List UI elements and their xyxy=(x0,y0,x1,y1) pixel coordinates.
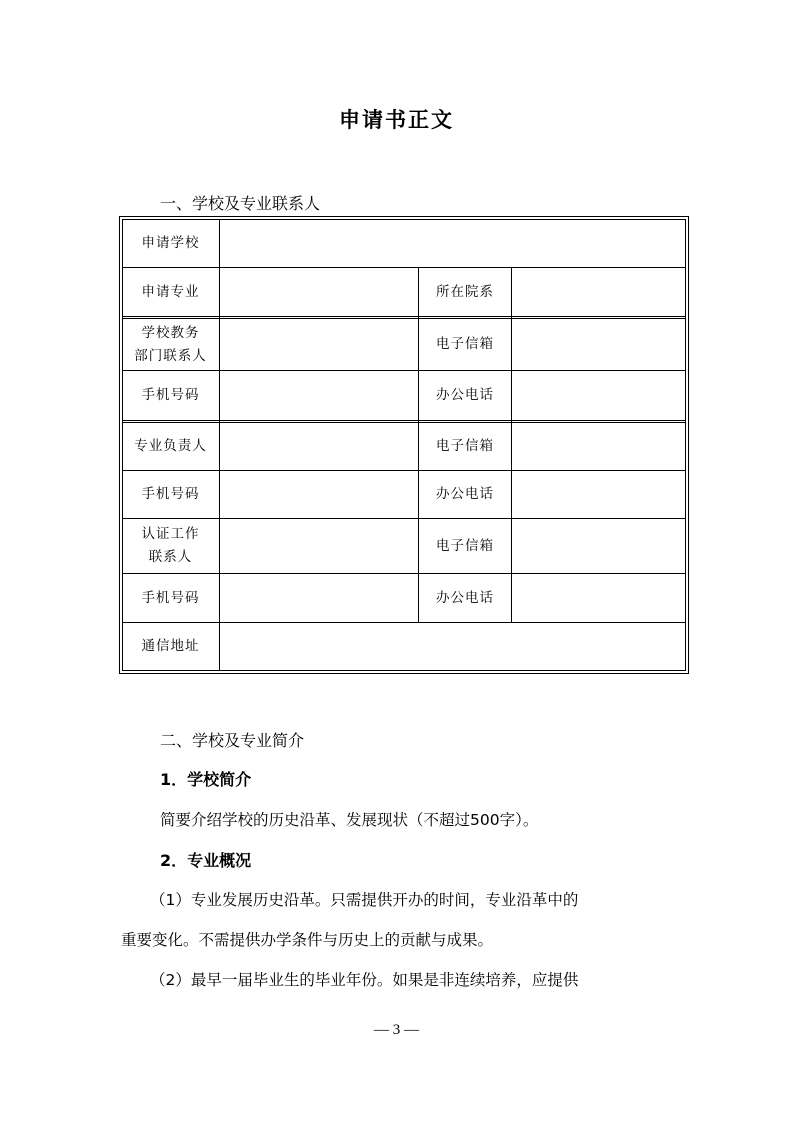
field-mobile-1[interactable] xyxy=(220,371,418,420)
label-mobile-3: 手机号码 xyxy=(141,589,200,606)
field-mobile-2[interactable] xyxy=(220,471,418,518)
contact-table xyxy=(119,216,689,674)
label-mailing-address: 通信地址 xyxy=(141,638,200,654)
section-heading-contacts: 一、学校及专业联系人 xyxy=(160,194,321,213)
field-applying-major[interactable] xyxy=(220,268,418,316)
label-office-phone-3: 办公电话 xyxy=(436,589,494,606)
label-email-2: 电子信箱 xyxy=(436,438,494,454)
label-email-1: 电子信箱 xyxy=(436,336,494,352)
field-certification-contact[interactable] xyxy=(220,519,418,573)
field-academic-affairs-contact[interactable] xyxy=(220,319,418,370)
label-applying-school: 申请学校 xyxy=(141,234,200,251)
page-title: 申请书正文 xyxy=(339,107,454,132)
subheading-school-intro: 1．学校简介 xyxy=(160,770,252,789)
table-inner-grid xyxy=(122,219,686,671)
major-para2-line1: （2）最早一届毕业生的毕业年份。如果是非连续培养，应提供 xyxy=(150,971,579,989)
field-office-phone-3[interactable] xyxy=(512,574,685,622)
subheading-major-overview: 2．专业概况 xyxy=(160,851,252,870)
label-mobile-1: 手机号码 xyxy=(141,387,200,403)
section-heading-intro: 二、学校及专业简介 xyxy=(160,731,305,750)
label-major-head: 专业负责人 xyxy=(134,438,207,454)
field-email-1[interactable] xyxy=(512,319,685,370)
field-department[interactable] xyxy=(512,268,685,316)
school-intro-text: 简要介绍学校的历史沿革、发展现状（不超过500字）。 xyxy=(160,811,539,829)
field-email-2[interactable] xyxy=(512,423,685,470)
label-academic-affairs-contact: 学校教务 部门联系人 xyxy=(134,324,207,364)
field-major-head[interactable] xyxy=(220,423,418,470)
label-mobile-2: 手机号码 xyxy=(141,486,200,502)
label-department: 所在院系 xyxy=(436,283,494,300)
label-office-phone-2: 办公电话 xyxy=(436,486,494,502)
field-mobile-3[interactable] xyxy=(220,574,418,622)
label-certification-contact: 认证工作 联系人 xyxy=(141,526,200,565)
label-office-phone-1: 办公电话 xyxy=(436,387,494,403)
major-para1-line2: 重要变化。不需提供办学条件与历史上的贡献与成果。 xyxy=(121,931,494,949)
field-office-phone-2[interactable] xyxy=(512,471,685,518)
label-email-3: 电子信箱 xyxy=(436,537,494,554)
major-para1-line1: （1）专业发展历史沿革。只需提供开办的时间，专业沿革中的 xyxy=(150,891,579,909)
field-office-phone-1[interactable] xyxy=(512,371,685,420)
page-number: — 3 — xyxy=(374,1022,419,1038)
label-applying-major: 申请专业 xyxy=(141,283,200,300)
field-email-3[interactable] xyxy=(512,519,685,573)
field-mailing-address[interactable] xyxy=(220,623,685,670)
field-applying-school[interactable] xyxy=(220,219,685,267)
